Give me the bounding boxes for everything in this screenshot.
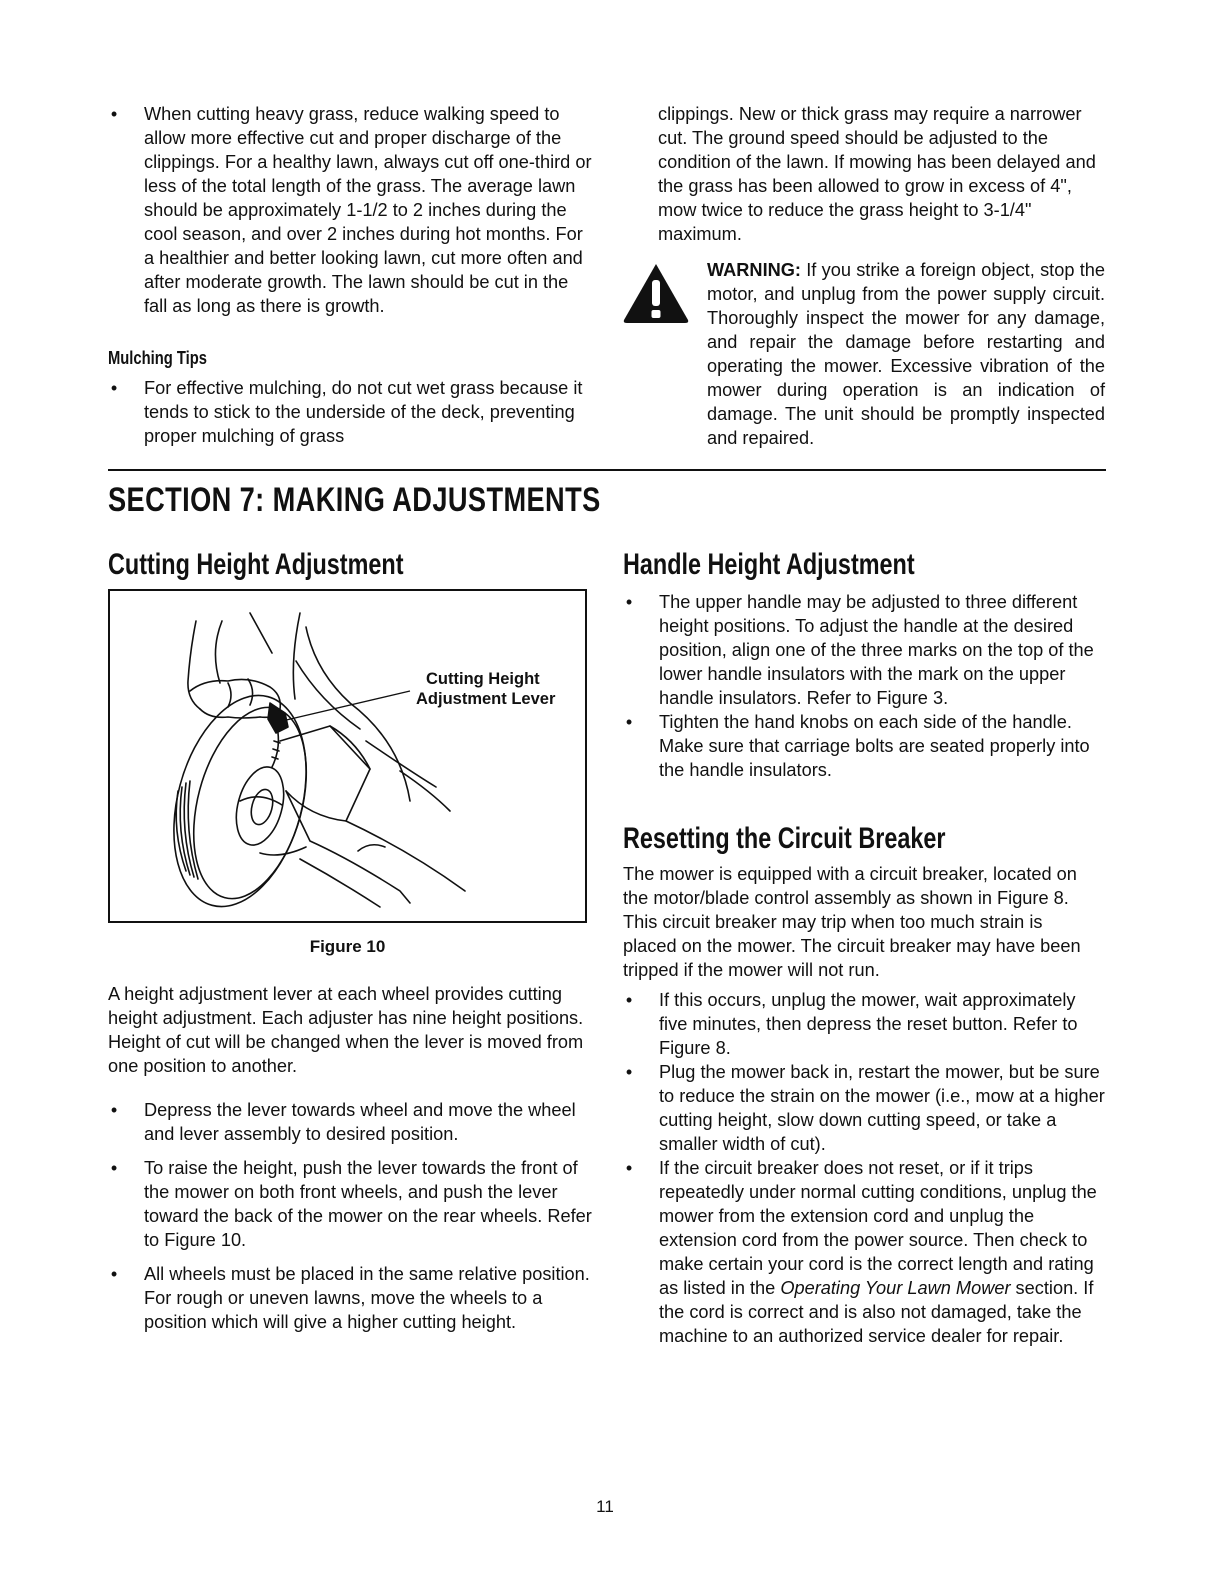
bullet-dot: • xyxy=(625,990,633,1010)
circuit-breaker-heading: Resetting the Circuit Breaker xyxy=(623,822,946,855)
cutting-height-intro: A height adjustment lever at each wheel provides cutting height adjustment. Each adjuster has nine height positions. Height of cut will be changed when the lever is moved from one position to another. xyxy=(108,984,584,1076)
heavy-grass-text: When cutting heavy grass, reduce walking speed to allow more effective cut and proper discharge of the clippings. For a healthy lawn, always cut off one-third or less of the total length of the grass. The average lawn should be approximately 1-1/2 to 2 inches during the cool season, and over 2 inches during hot months. For a healthier and better looking lawn, cut more often and after moderate growth. The lawn should be cut in the fall as long as there is growth. xyxy=(144,104,592,316)
figure-callout-line1: Cutting Height xyxy=(426,670,540,688)
manual-section-reference: Operating Your Lawn Mower xyxy=(780,1278,1011,1298)
list-item-text: Plug the mower back in, restart the mower, but be sure to reduce the strain on the mower (i.e., mow at a higher cutting height, slow down cutting speed, or take a smaller width of cut). xyxy=(659,1062,1105,1154)
list-item-text: All wheels must be placed in the same relative position. For rough or uneven lawns, move the wheels to a position which will give a higher cutting height. xyxy=(144,1264,590,1332)
warning-icon xyxy=(622,262,690,324)
list-item xyxy=(623,590,1107,710)
top-left-column xyxy=(108,102,594,318)
bullet-dot: • xyxy=(110,1264,118,1284)
mulching-text: For effective mulching, do not cut wet grass because it tends to stick to the underside of the deck, preventing proper mulching of grass xyxy=(144,378,583,446)
circuit-breaker-list xyxy=(623,988,1107,1348)
warning-text: If you strike a foreign object, stop the motor, and unplug from the power supply circuit. Thoroughly inspect the mower for any damage, and repair the damage before restarting and operating the mower. Excessive vibration of the mower during operation is an indication of damage. The unit should be promptly inspected and repaired. xyxy=(707,260,1105,448)
figure-caption: Figure 10 xyxy=(309,937,386,956)
section-title: SECTION 7: MAKING ADJUSTMENTS xyxy=(108,481,601,519)
list-item xyxy=(108,1156,594,1252)
bullet-dot: • xyxy=(110,1158,118,1178)
list-item xyxy=(108,376,594,448)
bullet-dot: • xyxy=(110,1100,118,1120)
list-item-text: Depress the lever towards wheel and move the wheel and lever assembly to desired position. xyxy=(144,1100,576,1144)
list-item-text: The upper handle may be adjusted to three different height positions. To adjust the handle at the desired position, align one of the three marks on the top of the lower handle insulators with the mark on the upper handle insulators. Refer to Figure 3. xyxy=(659,592,1094,708)
list-item-text: If the circuit breaker does not reset, or if it trips repeatedly under normal cutting conditions, unplug the mower from the extension cord and unplug the extension cord from the power source. Then check to make certain your cord is the correct length and rating as listed in the Operating Your Lawn Mower section. If the cord is correct and is also not damaged, take the machine to an authorized service dealer for repair. xyxy=(659,1158,1097,1346)
list-item-text: If this occurs, unplug the mower, wait approximately five minutes, then depress the reset button. Refer to Figure 8. xyxy=(659,990,1078,1058)
list-item xyxy=(623,988,1107,1060)
bullet-dot: • xyxy=(110,104,118,124)
list-item xyxy=(108,102,594,318)
circuit-breaker-intro: The mower is equipped with a circuit breaker, located on the motor/blade control assembly as shown in Figure 8. This circuit breaker may trip when too much strain is placed on the mower. The circuit breaker may have been tripped if the mower will not run. xyxy=(623,864,1081,980)
list-item xyxy=(108,1262,594,1334)
bullet-dot: • xyxy=(110,378,118,398)
list-item xyxy=(623,1156,1107,1348)
list-item xyxy=(108,1098,594,1146)
cutting-height-heading: Cutting Height Adjustment xyxy=(108,548,404,581)
page-number: 11 xyxy=(596,1497,614,1516)
list-item-text: To raise the height, push the lever towards the front of the mower on both front wheels, and push the lever toward the back of the mower on the rear wheels. Refer to Figure 10. xyxy=(144,1158,592,1250)
list-item xyxy=(623,1060,1107,1156)
handle-height-list xyxy=(623,590,1107,782)
figure-10-frame xyxy=(108,589,587,923)
mulching-tips-heading: Mulching Tips xyxy=(108,348,207,368)
section-divider xyxy=(108,469,1106,471)
bullet-dot: • xyxy=(625,1158,633,1178)
mulching-list xyxy=(108,376,594,448)
grass-continuation-text: clippings. New or thick grass may require a narrower cut. The ground speed should be adjusted to the condition of the lawn. If mowing has been delayed and the grass has been allowed to grow in excess of 4", mow twice to reduce the grass height to 3-1/4" maximum. xyxy=(658,104,1096,244)
bullet-dot: • xyxy=(625,1062,633,1082)
warning-label: WARNING: xyxy=(707,260,801,280)
mower-wheel-illustration xyxy=(110,591,585,921)
list-item-text: Tighten the hand knobs on each side of the handle. Make sure that carriage bolts are seated properly into the handle insulators. xyxy=(659,712,1090,780)
list-item xyxy=(623,710,1107,782)
figure-callout-line2: Adjustment Lever xyxy=(416,690,556,708)
handle-height-heading: Handle Height Adjustment xyxy=(623,548,915,581)
warning-paragraph xyxy=(707,258,1105,450)
bullet-dot: • xyxy=(625,592,633,612)
cutting-height-list xyxy=(108,1098,594,1334)
bullet-dot: • xyxy=(625,712,633,732)
